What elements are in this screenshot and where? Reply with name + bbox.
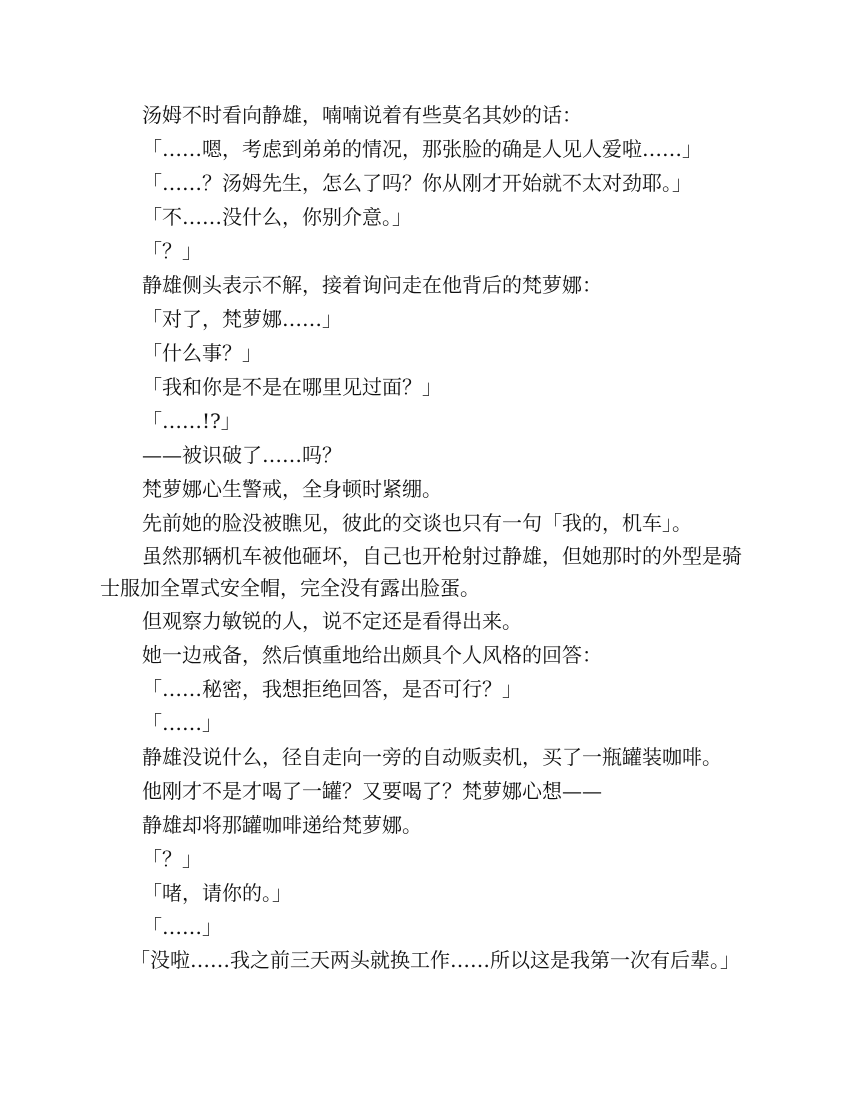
paragraph: 「啫，请你的。」 [142,881,292,905]
paragraph: 「不……没什么，你别介意。」 [142,205,412,229]
paragraph: 先前她的脸没被瞧见，彼此的交谈也只有一句「我的，机车」。 [142,511,692,535]
paragraph: 「……嗯，考虑到弟弟的情况，那张脸的确是人见人爱啦……」 [142,137,702,161]
paragraph: 静雄侧头表示不解，接着询问走在他背后的梵萝娜： [142,273,602,297]
paragraph: 「我和你是不是在哪里见过面？」 [142,375,442,399]
paragraph: 虽然那辆机车被他砸坏，自己也开枪射过静雄，但她那时的外型是骑士服加全罩式安全帽，完全没有露出脸蛋。 [100,544,742,600]
paragraph: 「……秘密，我想拒绝回答，是否可行？」 [142,677,522,701]
paragraph: 「……!?」 [142,409,241,433]
paragraph: 静雄却将那罐咖啡递给梵萝娜。 [142,813,422,837]
paragraph: 「？」 [142,847,202,871]
paragraph: ——被识破了……吗？ [142,443,342,467]
paragraph: 「？」 [142,239,202,263]
paragraph: 梵萝娜心生警戒，全身顿时紧绷。 [142,477,442,501]
paragraph: 汤姆不时看向静雄，喃喃说着有些莫名其妙的话： [142,103,582,127]
paragraph: 静雄没说什么，径自走向一旁的自动贩卖机，买了一瓶罐装咖啡。 [142,745,722,769]
paragraph: 「什么事？」 [142,341,262,365]
paragraph: 他刚才不是才喝了一罐？又要喝了？梵萝娜心想—— [142,779,602,803]
paragraph: 「……？汤姆先生，怎么了吗？你从刚才开始就不太对劲耶。」 [142,171,692,195]
paragraph: 她一边戒备，然后慎重地给出颇具个人风格的回答： [142,643,602,667]
paragraph: 「对了，梵萝娜……」 [142,307,342,331]
paragraph: 「……」 [142,915,222,939]
paragraph: 但观察力敏锐的人，说不定还是看得出来。 [142,609,522,633]
paragraph: 「没啦……我之前三天两头就换工作……所以这是我第一次有后辈。」 [130,948,740,972]
paragraph: 「……」 [142,711,222,735]
document-page [100,98,750,976]
